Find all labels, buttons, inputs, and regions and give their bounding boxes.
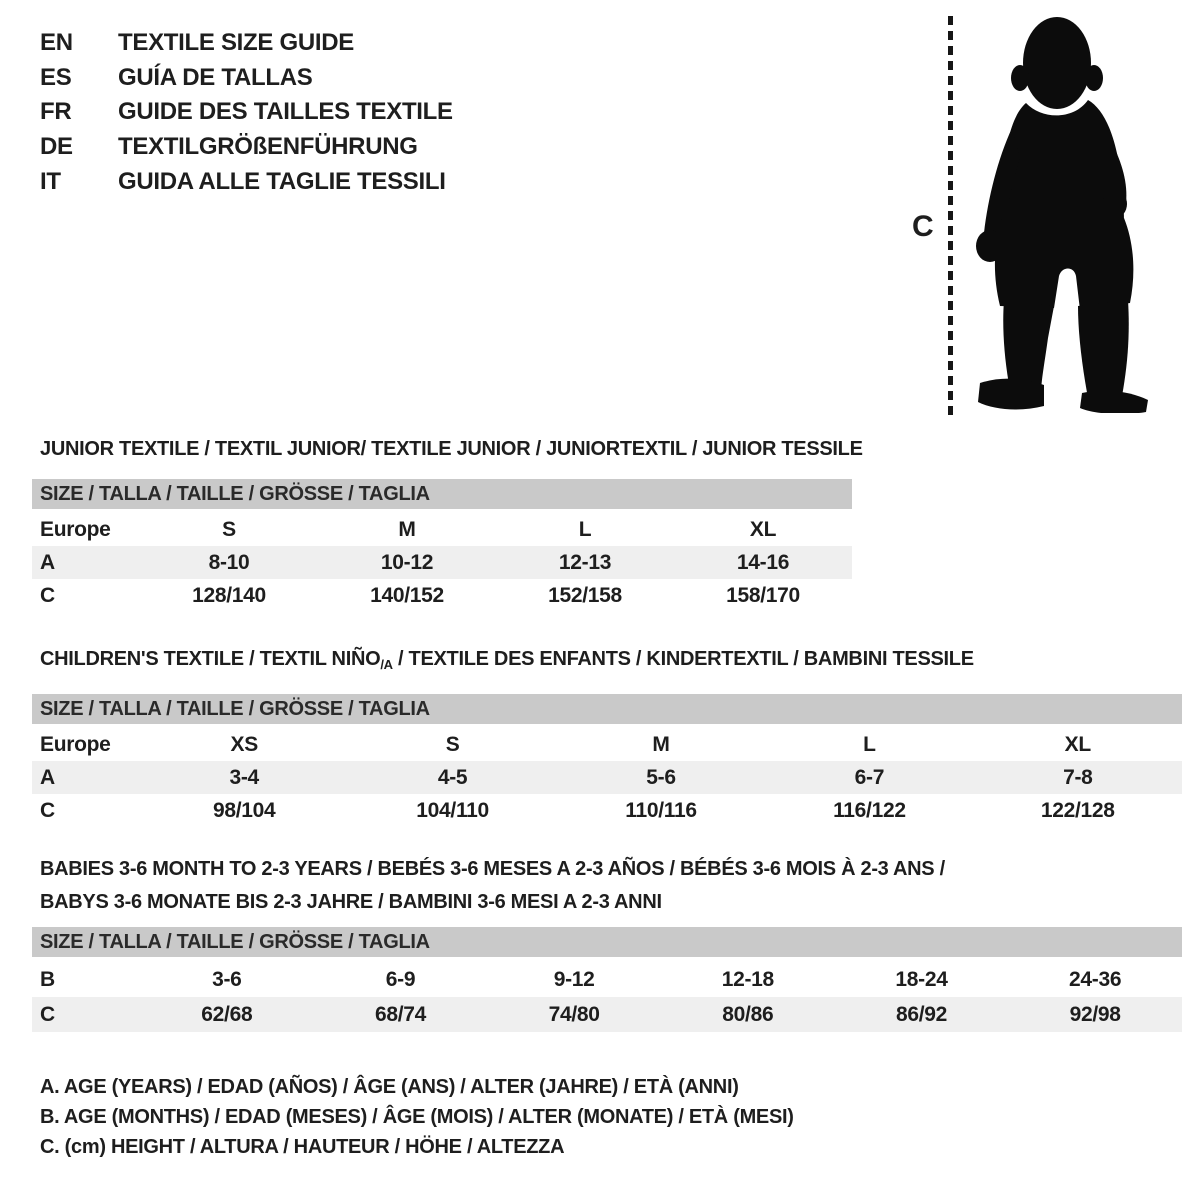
size-table [32,728,1182,827]
table-row [32,997,1182,1032]
size-cell: 128/140 [192,583,266,607]
height-measure-dashed-line [948,16,953,416]
list-item [40,61,453,96]
section-children-textile [32,647,1182,827]
size-cell: 104/110 [416,798,489,822]
measurement-legend [40,1072,794,1162]
table-row [32,579,852,612]
legend-line-b: B. AGE (MONTHS) / EDAD (MESES) / ÂGE (MOIS) / ALTER (MONATE) / ETÀ (MESI) [40,1106,794,1128]
size-header-bar: SIZE / TALLA / TAILLE / GRÖSSE / TAGLIA [32,927,1182,957]
language-code: DE [40,133,73,161]
size-cell: 74/80 [548,1002,600,1026]
size-cell: 7-8 [1063,765,1093,789]
language-code: EN [40,29,73,57]
size-header-bar: SIZE / TALLA / TAILLE / GRÖSSE / TAGLIA [32,694,1182,724]
size-cell: 8-10 [208,550,250,574]
size-cell: 12-13 [558,550,612,574]
list-item [40,95,453,130]
table-row [32,794,1182,827]
table-row [32,728,1182,761]
legend-line-c: C. (cm) HEIGHT / ALTURA / HAUTEUR / HÖHE / ALTEZZA [40,1136,565,1158]
section-title: JUNIOR TEXTILE / TEXTIL JUNIOR/ TEXTILE JUNIOR / JUNIORTEXTIL / JUNIOR TESSILE [40,438,863,460]
size-cell: 6-9 [385,967,416,991]
toddler-silhouette [962,8,1162,413]
size-cell: XL [749,517,777,541]
size-cell: XS [230,732,258,756]
list-item [40,26,453,61]
section-babies-textile [32,853,1182,1032]
size-cell: 4-5 [437,765,468,789]
row-label: C [40,798,55,822]
size-cell: 3-4 [229,765,259,789]
section-title-subscript: /A [380,657,393,672]
size-cell: 68/74 [374,1002,427,1026]
table-row [32,761,1182,794]
section-title-text: CHILDREN'S TEXTILE / TEXTIL NIÑO [40,648,381,670]
toddler-silhouette-image [962,8,1162,413]
language-code: IT [40,167,61,195]
size-table [32,962,1182,1032]
size-cell: 12-18 [721,967,774,991]
size-cell: 152/158 [548,583,622,607]
size-cell: 62/68 [201,1002,253,1026]
size-cell: 110/116 [625,798,697,822]
size-cell: 3-6 [212,967,242,991]
height-measure-label: C [912,210,934,243]
size-cell: L [863,732,876,756]
list-item [40,164,453,199]
size-cell: 158/170 [726,583,800,607]
table-row [32,962,1182,997]
size-cell: 122/128 [1040,798,1115,822]
size-cell: 140/152 [370,583,444,607]
row-label: C [40,583,55,607]
size-cell: 5-6 [646,765,676,789]
size-cell: S [222,517,236,541]
language-code: FR [40,98,72,126]
section-title [32,647,1182,677]
row-label: A [40,765,55,789]
size-cell: 92/98 [1069,1002,1121,1026]
size-cell: 9-12 [553,967,595,991]
legend-line-a: A. AGE (YEARS) / EDAD (AÑOS) / ÂGE (ANS) / ALTER (JAHRE) / ETÀ (ANNI) [40,1076,739,1098]
guide-title: GUIDA ALLE TAGLIE TESSILI [118,167,446,195]
section-title-text: / TEXTILE DES ENFANTS / KINDERTEXTIL / BAMBINI TESSILE [392,648,974,670]
size-table [32,513,852,612]
row-label: A [40,550,55,574]
size-cell: 86/92 [895,1002,948,1026]
size-cell: 116/122 [833,798,906,822]
size-cell: XL [1064,732,1091,756]
guide-title: GUÍA DE TALLAS [118,63,313,91]
row-label: Europe [40,517,111,541]
guide-title: TEXTILE SIZE GUIDE [118,29,354,57]
section-title-line1: BABIES 3-6 MONTH TO 2-3 YEARS / BEBÉS 3-6 MESES A 2-3 AÑOS / BÉBÉS 3-6 MOIS À 2-3 ANS / [40,858,945,880]
section-junior-textile [32,437,863,612]
list-item [40,130,453,165]
row-label: B [40,967,55,991]
size-cell: 24-36 [1069,967,1122,991]
table-row [32,513,852,546]
table-row [32,546,852,579]
size-cell: M [398,517,416,541]
size-cell: L [578,517,592,541]
size-cell: M [652,732,670,756]
language-title-list [40,26,453,199]
size-cell: 6-7 [854,765,885,789]
size-header-bar: SIZE / TALLA / TAILLE / GRÖSSE / TAGLIA [32,479,852,509]
row-label: Europe [40,732,111,756]
size-cell: 80/86 [722,1002,774,1026]
size-cell: 14-16 [736,550,790,574]
guide-title: GUIDE DES TAILLES TEXTILE [118,98,453,126]
language-code: ES [40,63,72,91]
guide-title: TEXTILGRÖßENFÜHRUNG [118,133,418,161]
size-cell: 18-24 [895,967,948,991]
size-cell: S [445,732,460,756]
row-label: C [40,1002,55,1026]
size-cell: 10-12 [380,550,434,574]
size-cell: 98/104 [212,798,276,822]
section-title-line2: BABYS 3-6 MONATE BIS 2-3 JAHRE / BAMBINI 3-6 MESI A 2-3 ANNI [40,891,662,913]
